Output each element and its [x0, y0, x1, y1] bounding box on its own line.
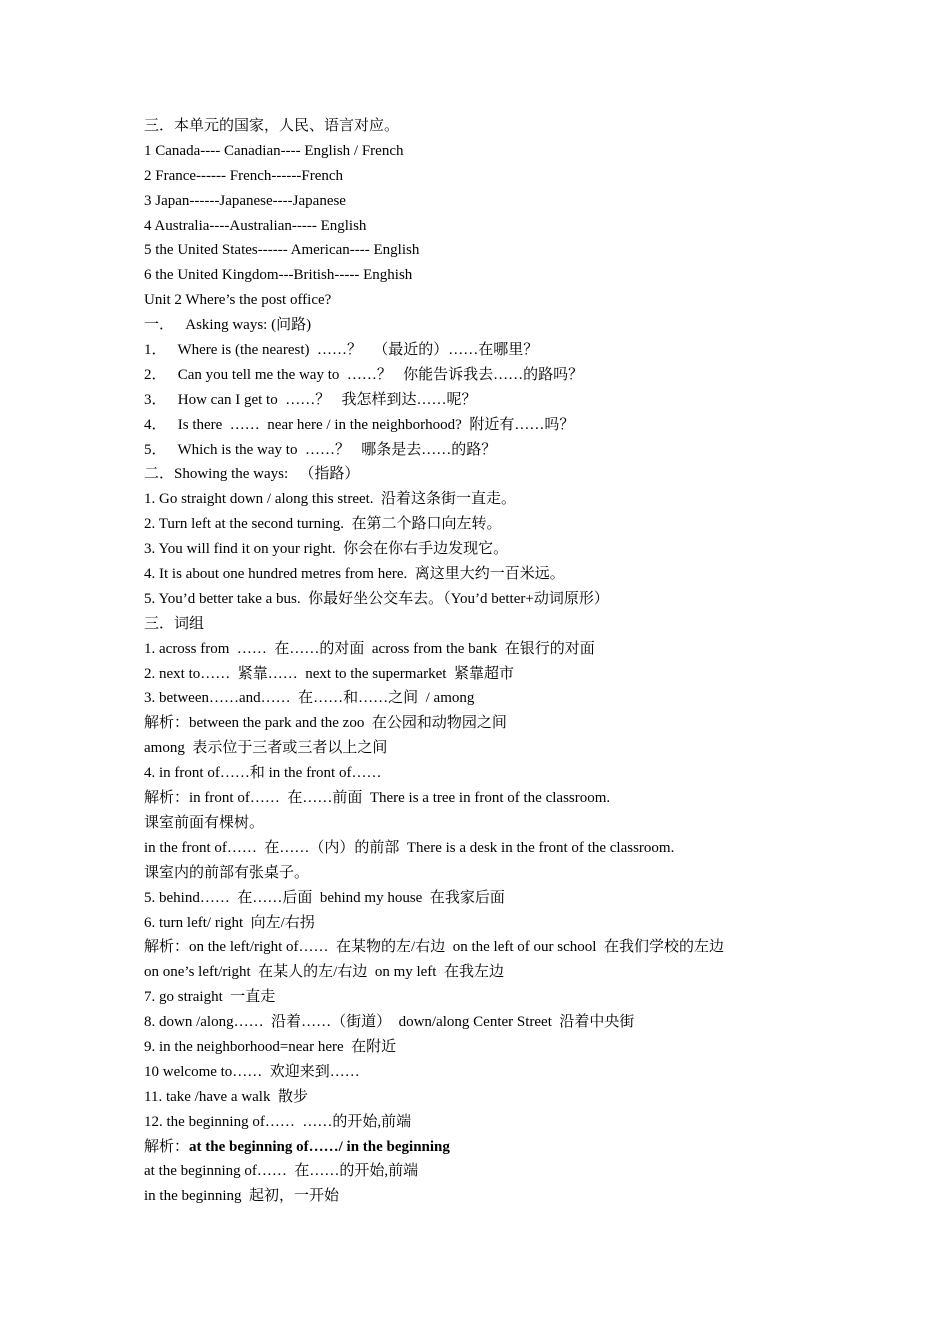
explanation-line: 解析：on the left/right of…… 在某物的左/右边 on the left of our school 在我们学校的左边: [144, 939, 724, 956]
phrase-line: 3. You will find it on your right. 你会在你右手边发现它。: [144, 541, 509, 558]
phrase-line: 1. Go straight down / along this street. 沿着这条街一直走。: [144, 491, 517, 508]
phrase-line: 1. across from …… 在……的对面 across from the bank 在银行的对面: [144, 640, 595, 657]
bold-phrase: at the beginning of……/ in the beginning: [189, 1138, 450, 1155]
explanation-line: in the beginning 起初，一开始: [144, 1188, 339, 1205]
explanation-line: 解析：between the park and the zoo 在公园和动物园之间: [144, 715, 507, 732]
phrase-line: 4. in front of……和 in the front of……: [144, 765, 382, 782]
phrase-line: 4． Is there …… near here / in the neighborhood? 附近有……吗？: [144, 416, 575, 433]
explanation-prefix: 解析：: [144, 1138, 190, 1155]
phrase-line: 7. go straight 一直走: [144, 989, 276, 1006]
section-heading-countries: 三．本单元的国家，人民、语言对应。: [144, 118, 400, 134]
phrase-line: 2. next to…… 紧靠…… next to the supermarket 紧靠超市: [144, 665, 514, 682]
phrase-line: 1． Where is (the nearest) ……？ （最近的）……在哪里？: [144, 342, 539, 359]
country-row: 5 the United States------ American---- English: [144, 242, 420, 259]
explanation-line: among 表示位于三者或三者以上之间: [144, 740, 388, 757]
phrase-line: 6. turn left/ right 向左/右拐: [144, 914, 315, 931]
country-row: 4 Australia----Australian----- English: [144, 217, 367, 234]
phrase-line: 5. behind…… 在……后面 behind my house 在我家后面: [144, 889, 505, 906]
phrase-line: 8. down /along…… 沿着……（街道） down/along Center Street 沿着中央街: [144, 1014, 635, 1031]
phrase-line: 2. Turn left at the second turning. 在第二个路口向左转。: [144, 516, 502, 533]
phrase-line: 4. It is about one hundred metres from here. 离这里大约一百米远。: [144, 566, 565, 583]
country-row: 6 the United Kingdom---British----- Enghish: [144, 267, 413, 284]
explanation-line: [144, 1135, 844, 1160]
country-row: 3 Japan------Japanese----Japanese: [144, 192, 346, 209]
phrase-line: 5. You’d better take a bus. 你最好坐公交车去。（You’d better+动词原形）: [144, 590, 609, 607]
document-body: [144, 114, 844, 1209]
phrase-line: 11. take /have a walk 散步: [144, 1088, 308, 1105]
section-heading-showing-ways: 二．Showing the ways: （指路）: [144, 466, 360, 483]
explanation-line: 课室内的前部有张桌子。: [144, 864, 310, 881]
phrase-line: 12. the beginning of…… ……的开始,前端: [144, 1113, 412, 1130]
unit-title: Unit 2 Where’s the post office?: [144, 292, 332, 309]
phrase-line: 10 welcome to…… 欢迎来到……: [144, 1063, 360, 1080]
explanation-line: in the front of…… 在……（内）的前部 There is a desk in the front of the classroom.: [144, 839, 675, 856]
phrase-line: 3． How can I get to ……？ 我怎样到达……呢？: [144, 391, 477, 408]
explanation-line: at the beginning of…… 在……的开始,前端: [144, 1163, 419, 1180]
explanation-line: 解析：in front of…… 在……前面 There is a tree in front of the classroom.: [144, 790, 611, 807]
explanation-line: 课室前面有棵树。: [144, 814, 265, 831]
phrase-line: 3. between……and…… 在……和……之间 / among: [144, 690, 475, 707]
section-heading-asking-ways: 一． Asking ways: (问路): [144, 317, 312, 334]
phrase-line: 2． Can you tell me the way to ……？ 你能告诉我去……的路吗？: [144, 366, 584, 383]
country-row: 2 France------ French------French: [144, 167, 344, 184]
country-row: 1 Canada---- Canadian---- English / French: [144, 142, 404, 159]
section-heading-phrases: 三．词组: [144, 615, 205, 632]
explanation-line: on one’s left/right 在某人的左/右边 on my left 在我左边: [144, 964, 504, 981]
phrase-line: 9. in the neighborhood=near here 在附近: [144, 1038, 397, 1055]
phrase-line: 5． Which is the way to ……？ 哪条是去……的路？: [144, 441, 497, 458]
